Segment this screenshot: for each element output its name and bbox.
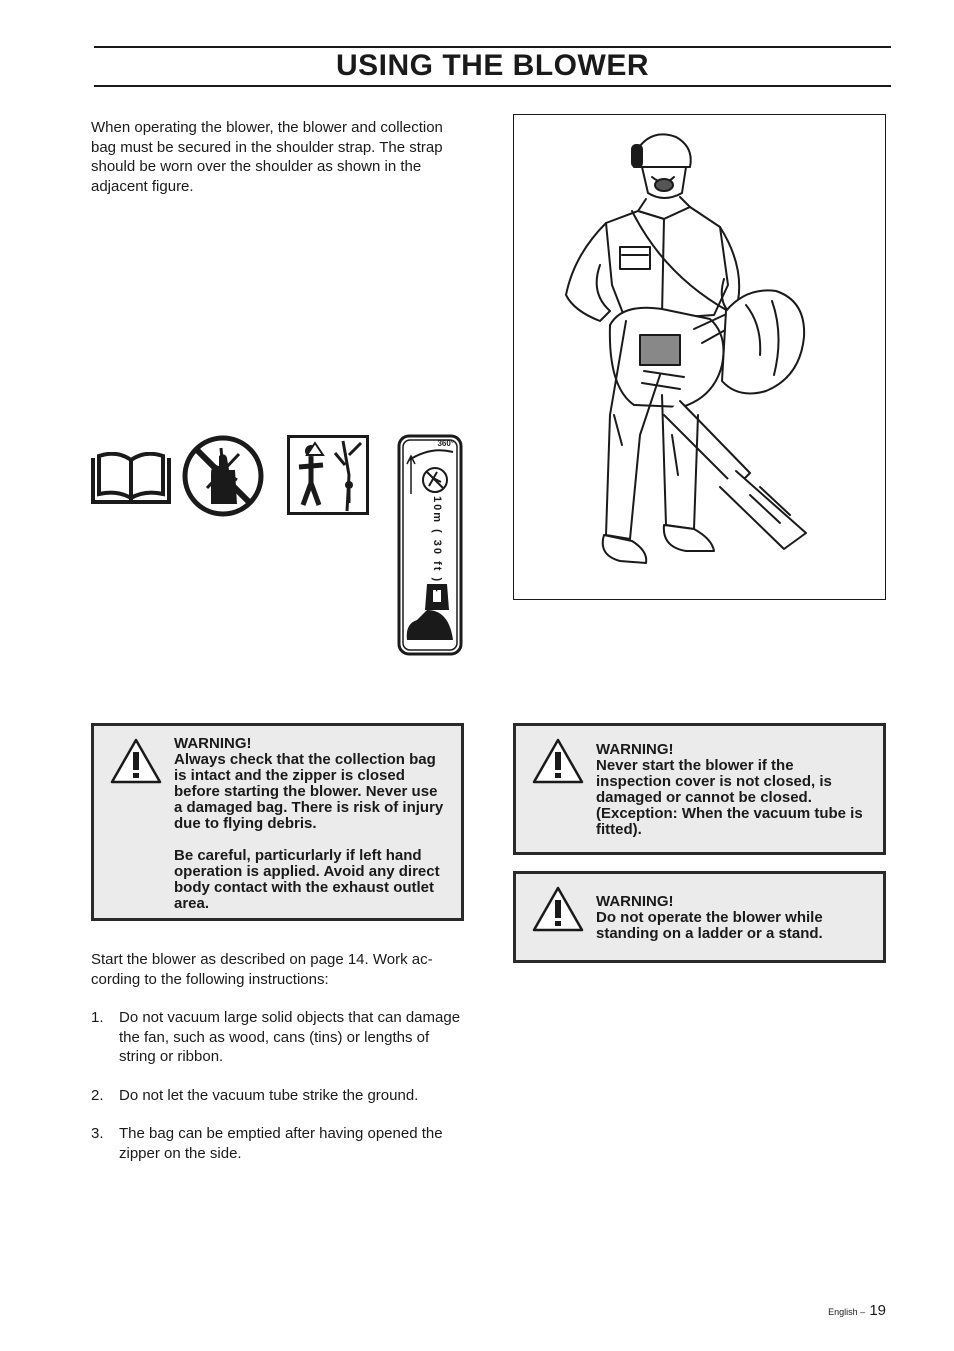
- list-item-number: 3.: [91, 1125, 104, 1142]
- warning-box-inspection-cover: [513, 723, 886, 855]
- list-item: [91, 1008, 463, 1067]
- page-number: 19: [869, 1302, 886, 1319]
- list-item-text: Do not let the vacuum tube strike the ground.: [119, 1086, 419, 1104]
- warning-text: [596, 742, 871, 838]
- protective-equipment-icon: [287, 435, 369, 515]
- range-distance-wrapper: [425, 496, 445, 616]
- warning-text: [596, 894, 871, 942]
- warning-paragraph: Never start the blower if the inspection cover is not closed, is damaged or cannot be closed. (Exception: When the vacuum tube is fitted).: [596, 757, 863, 838]
- warning-triangle-icon: [532, 738, 584, 784]
- list-item: [91, 1086, 463, 1106]
- warning-heading: WARNING!: [596, 741, 674, 758]
- operator-illustration: [513, 114, 886, 600]
- warning-heading: WARNING!: [596, 893, 674, 910]
- warning-heading: WARNING!: [174, 735, 252, 752]
- range-distance-label: 10m ( 30 ft ) -: [431, 496, 443, 594]
- footer-language: English –: [828, 1307, 866, 1317]
- list-item-number: 2.: [91, 1086, 104, 1104]
- header-rule-bottom: [94, 85, 891, 87]
- warning-box-collection-bag: [91, 723, 464, 921]
- warning-paragraph: Always check that the collection bag is intact and the zipper is closed before starting the blower. Never use a damaged bag. There is risk of injury due to flying debris.: [174, 751, 444, 832]
- warning-triangle-icon: [532, 886, 584, 932]
- page-footer: [828, 1302, 886, 1319]
- no-hands-fan-icon: [181, 434, 265, 518]
- list-item-text: Do not vacuum large solid objects that can damage the fan, such as wood, cans (tins) or lengths of string or ribbon.: [119, 1009, 461, 1065]
- range-angle-label: 360°: [437, 439, 454, 448]
- page-title: USING THE BLOWER: [336, 49, 649, 82]
- warning-text: [174, 736, 449, 912]
- list-item: [91, 1124, 463, 1163]
- warning-box-ladder: [513, 871, 886, 963]
- warning-paragraph: Be careful, particurlarly if left hand operation is applied. Avoid any direct body contact with the exhaust outlet area.: [174, 847, 440, 912]
- intro-paragraph: When operating the blower, the blower and collection bag must be secured in the shoulder strap. The strap should be worn over the shoulder as shown in the adjacent figure.: [91, 119, 443, 195]
- list-item-number: 1.: [91, 1009, 104, 1026]
- list-item-text: The bag can be emptied after having opened the zipper on the side.: [119, 1125, 443, 1162]
- warning-paragraph: Do not operate the blower while standing on a ladder or a stand.: [596, 909, 823, 942]
- read-manual-icon: [91, 452, 171, 504]
- instructions-lead: Start the blower as described on page 14. Work ac-cording to the following instructions:: [91, 951, 433, 988]
- operator-with-blower-drawing: [514, 115, 885, 599]
- safety-distance-icon: [397, 434, 463, 656]
- instructions-list: [91, 1008, 463, 1163]
- instructions-section: [91, 950, 463, 1182]
- warning-triangle-icon: [110, 738, 162, 784]
